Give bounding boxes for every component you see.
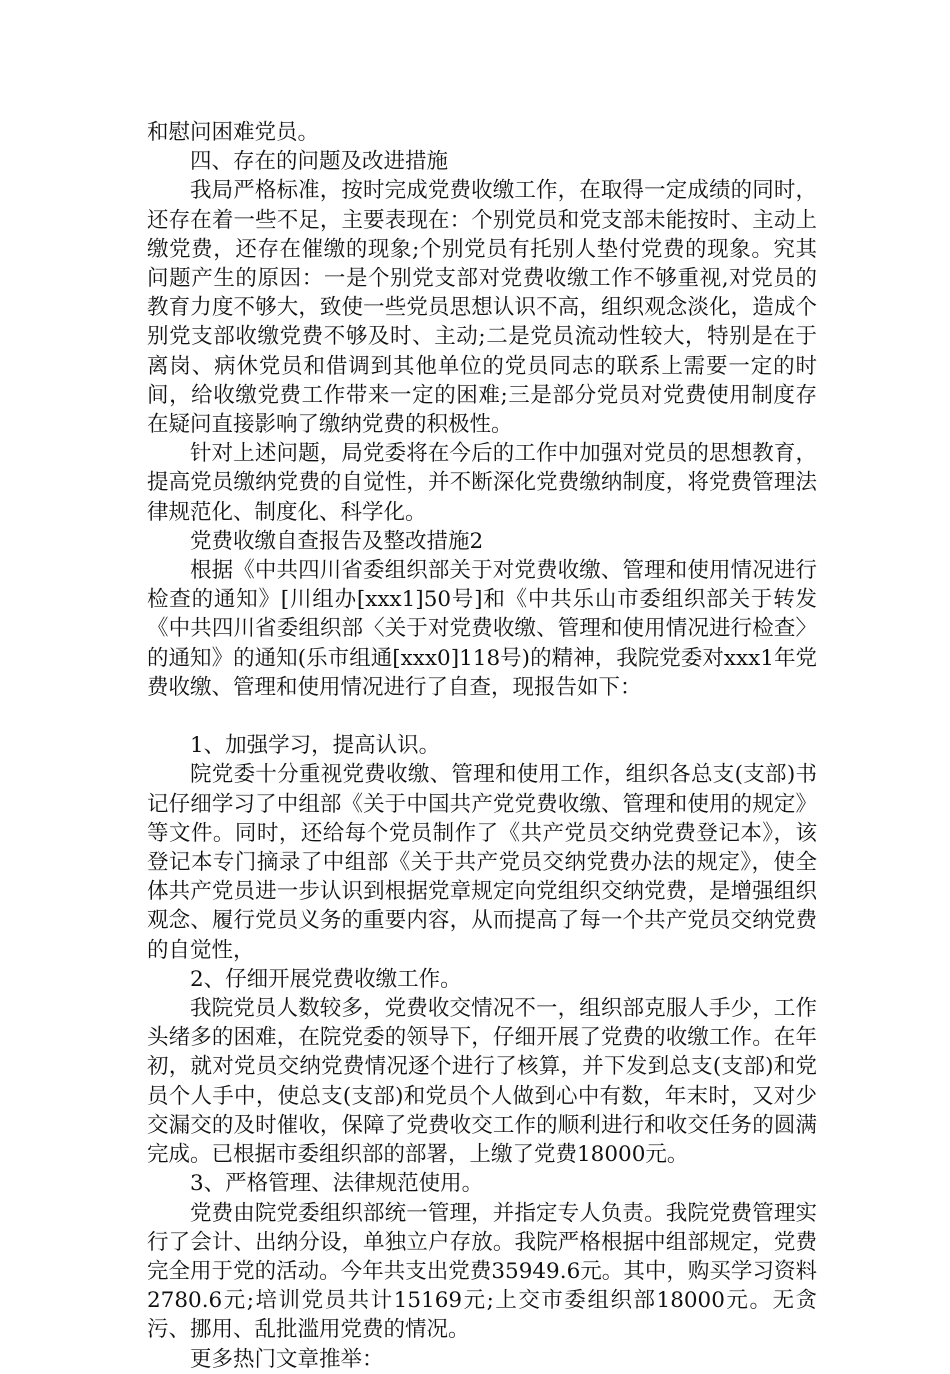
report-title-2: 党费收缴自查报告及整改措施2 — [190, 528, 484, 554]
more-articles-label: 更多热门文章推举： — [190, 1346, 384, 1372]
paragraph-study: 院党委十分重视党费收缴、管理和使用工作，组织各总支(支部)书记仔细学习了中组部《关于中国共产党党费收缴、管理和使用的规定》等文件。同时，还给每个党员制作了《共产党员交纳党费登记本》，该登记本专门摘录了中组部《关于共产党员交纳党费办法的规定》，使全体共产党员进一步认识到根据党章规定向党组织交纳党费，是增强组织观念、履行党员义务的重要内容，从而提高了每一个共产党员交纳党费的自觉性， — [147, 762, 817, 963]
document-body — [147, 118, 817, 1374]
section-heading-problems: 四、存在的问题及改进措施 — [190, 149, 449, 175]
paragraph-opening-fragment: 和慰问困难党员。 — [147, 120, 320, 145]
paragraph-basis: 根据《中共四川省委组织部关于对党费收缴、管理和使用情况进行检查的通知》[川组办[xxx1]50号]和《中共乐山市委组织部关于转发《中共四川省委组织部〈关于对党费收缴、管理和使用情况进行检查〉的通知》的通知(乐市组通[xxx0]118号)的精神，我院党委对xxx1年党费收缴、管理和使用情况进行了自查，现报告如下： — [147, 558, 817, 700]
paragraph-measures: 针对上述问题，局党委将在今后的工作中加强对党员的思想教育，提高党员缴纳党费的自觉性，并不断深化党费缴纳制度，将党费管理法律规范化、制度化、科学化。 — [147, 441, 817, 525]
section-heading-collection: 2、仔细开展党费收缴工作。 — [190, 966, 462, 992]
paragraph-management: 党费由院党委组织部统一管理，并指定专人负责。我院党费管理实行了会计、出纳分设，单独立户存放。我院严格根据中组部规定，党费完全用于党的活动。今年共支出党费35949.6元。其中，购买学习资料2780.6元;培训党员共计15169元;上交市委组织部18000元。无贪污、挪用、乱批滥用党费的情况。 — [147, 1200, 817, 1343]
paragraph-collection: 我院党员人数较多，党费收交情况不一，组织部克服人手少，工作头绪多的困难，在院党委的领导下，仔细开展了党费的收缴工作。在年初，就对党员交纳党费情况逐个进行了核算，并下发到总支(支部)和党员个人手中，使总支(支部)和党员个人做到心中有数，年末时，又对少交漏交的及时催收，保障了党费收交工作的顺利进行和收交任务的圆满完成。已根据市委组织部的部署，上缴了党费18000元。 — [147, 996, 817, 1168]
blank-line — [147, 702, 817, 731]
paragraph-problems: 我局严格标准，按时完成党费收缴工作，在取得一定成绩的同时，还存在着一些不足，主要表现在：个别党员和党支部未能按时、主动上缴党费，还存在催缴的现象;个别党员有托别人垫付党费的现象。究其问题产生的原因：一是个别党支部对党费收缴工作不够重视,对党员的教育力度不够大，致使一些党员思想认识不高，组织观念淡化，造成个别党支部收缴党费不够及时、主动;二是党员流动性较大，特别是在于离岗、病休党员和借调到其他单位的党员同志的联系上需要一定的时间，给收缴党费工作带来一定的困难;三是部分党员对党费使用制度存在疑问直接影响了缴纳党费的积极性。 — [147, 178, 817, 438]
section-heading-management: 3、严格管理、法律规范使用。 — [190, 1171, 484, 1197]
section-heading-study: 1、加强学习，提高认识。 — [190, 733, 441, 759]
